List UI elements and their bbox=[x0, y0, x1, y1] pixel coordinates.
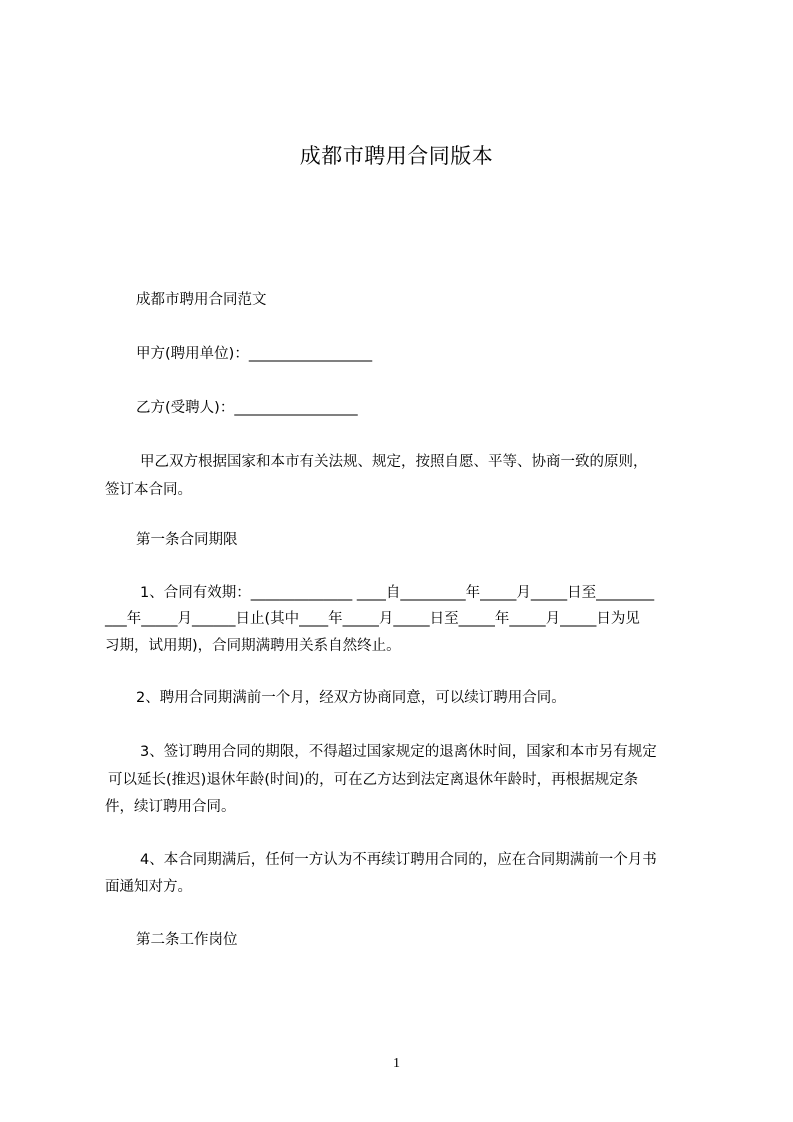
clause-1-line-3: 习期，试用期)，合同期满聘用关系自然终止。 bbox=[105, 638, 401, 654]
clause-3-line-1: 3、签订聘用合同的期限，不得超过国家规定的退离休时间，国家和本市另有规定 bbox=[140, 744, 657, 760]
clause-4-line-1: 4、本合同期满后，任何一方认为不再续订聘用合同的，应在合同期满前一个月书 bbox=[140, 852, 657, 868]
party-a-line: 甲方(聘用单位)：_________________ bbox=[136, 346, 373, 362]
preamble-line-1: 甲乙双方根据国家和本市有关法规、规定，按照自愿、平等、协商一致的原则， bbox=[140, 454, 648, 470]
clause-1-line-2: ___年_____月______日止(其中____年_____月_____日至_____年_____月_____日为见 bbox=[105, 611, 640, 627]
clause-3-line-3: 件，续订聘用合同。 bbox=[105, 799, 236, 815]
article-2-heading: 第二条工作岗位 bbox=[136, 932, 238, 948]
document-title: 成都市聘用合同版本 bbox=[299, 144, 494, 168]
clause-1-line-1: 1、合同有效期：______________ ____自_________年_____月_____日至________ bbox=[140, 585, 655, 601]
party-b-line: 乙方(受聘人)：_________________ bbox=[136, 400, 358, 416]
clause-4-line-2: 面通知对方。 bbox=[105, 879, 192, 895]
article-1-heading: 第一条合同期限 bbox=[136, 532, 238, 548]
document-subtitle: 成都市聘用合同范文 bbox=[136, 292, 267, 308]
page-number: 1 bbox=[393, 1056, 400, 1071]
clause-3-line-2: 可以延长(推迟)退休年龄(时间)的，可在乙方达到法定离退休年龄时，再根据规定条 bbox=[108, 772, 639, 788]
preamble-line-2: 签订本合同。 bbox=[105, 482, 192, 498]
clause-2-line: 2、聘用合同期满前一个月，经双方协商同意，可以续订聘用合同。 bbox=[136, 690, 566, 706]
